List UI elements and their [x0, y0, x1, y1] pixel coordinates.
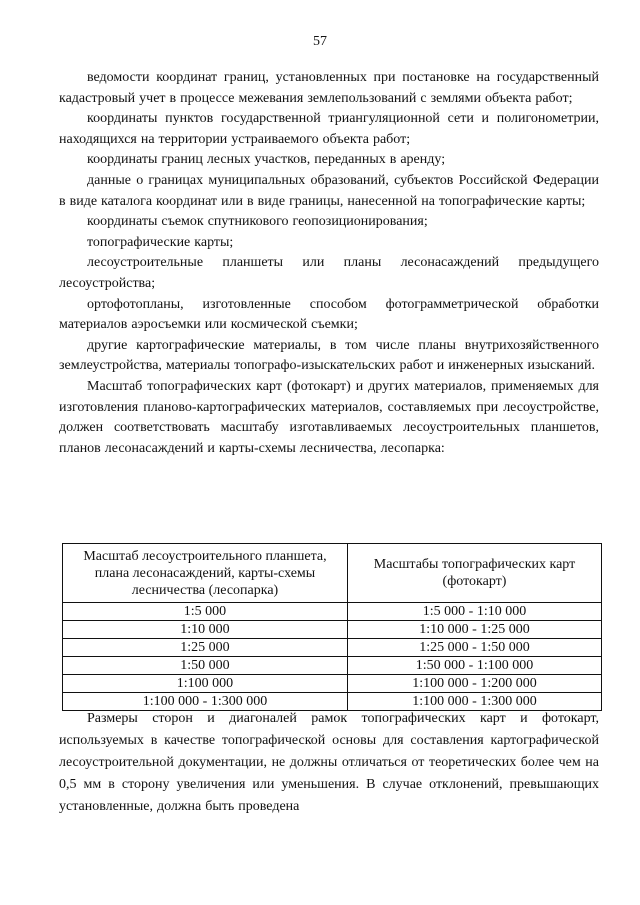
table-row [63, 603, 602, 621]
page-number: 57 [313, 34, 327, 49]
paragraph-forest-planshets: лесоустроительные планшеты или планы лесонасаждений предыдущего лесоустройства; [59, 255, 599, 291]
table-row [63, 675, 602, 693]
table-row [63, 639, 602, 657]
table-header-map-scales: Масштабы топографических карт (фотокарт) [348, 544, 602, 603]
body-text [59, 66, 599, 459]
paragraph-cadastral-coordinates: ведомости координат границ, установленных при постановке на государственный кадастровый учет в процессе межевания землепользований с землями объекта работ; [59, 70, 599, 106]
table-cell: 1:50 000 [63, 657, 348, 675]
table-row [63, 621, 602, 639]
table-cell: 1:10 000 - 1:25 000 [348, 621, 602, 639]
table-cell: 1:100 000 - 1:300 000 [63, 693, 348, 711]
scale-table [62, 543, 602, 711]
table-cell: 1:5 000 - 1:10 000 [348, 603, 602, 621]
table-header-row [63, 544, 602, 603]
paragraph-leased-plots: координаты границ лесных участков, переданных в аренду; [87, 152, 446, 168]
paragraph-triangulation-points: координаты пунктов государственной триангуляционной сети и полигонометрии, находящихся на территории устраиваемого объекта работ; [59, 111, 599, 147]
table-cell: 1:25 000 [63, 639, 348, 657]
paragraph-frame-tolerance: Размеры сторон и диагоналей рамок топографических карт и фотокарт, используемых в качестве топографической основы для составления картографической лесоустроительной документации, не должны отличаться от теоретических более чем на 0,5 мм в сторону увеличения или уменьшения. В случае отклонений, превышающих установленные, должна быть проведена [59, 711, 599, 814]
table-cell: 1:100 000 - 1:200 000 [348, 675, 602, 693]
table-cell: 1:100 000 [63, 675, 348, 693]
table-row [63, 657, 602, 675]
scale-table-container [62, 543, 601, 711]
paragraph-municipal-boundaries: данные о границах муниципальных образований, субъектов Российской Федерации в виде каталога координат или в виде границы, нанесенной на топографические карты; [59, 172, 599, 209]
paragraph-satellite-surveys: координаты съемок спутникового геопозиционирования; [87, 214, 428, 230]
table-header-planshet-scale: Масштаб лесоустроительного планшета, плана лесонасаждений, карты-схемы лесничества (лесопарка) [63, 544, 348, 603]
table-cell: 1:25 000 - 1:50 000 [348, 639, 602, 657]
closing-text [59, 708, 599, 818]
paragraph-other-materials: другие картографические материалы, в том числе планы внутрихозяйственного землеустройства, материалы топографо-изыскательских работ и инженерных изысканий. [59, 337, 599, 374]
table-cell: 1:5 000 [63, 603, 348, 621]
paragraph-topographic-maps: топографические карты; [87, 234, 234, 250]
table-cell: 1:50 000 - 1:100 000 [348, 657, 602, 675]
table-cell: 1:10 000 [63, 621, 348, 639]
table-cell: 1:100 000 - 1:300 000 [348, 693, 602, 711]
paragraph-orthophotoplans: ортофотопланы, изготовленные способом фотограмметрической обработки материалов аэросъемки или космической съемки; [59, 296, 599, 333]
paragraph-map-scale-requirement: Масштаб топографических карт (фотокарт) и других материалов, применяемых для изготовления планово-картографических материалов, составляемых при лесоустройстве, должен соответствовать масштабу изготавливаемых лесоустроительных планшетов, планов лесонасаждений и карты-схемы лесничества, лесопарка: [59, 378, 599, 456]
